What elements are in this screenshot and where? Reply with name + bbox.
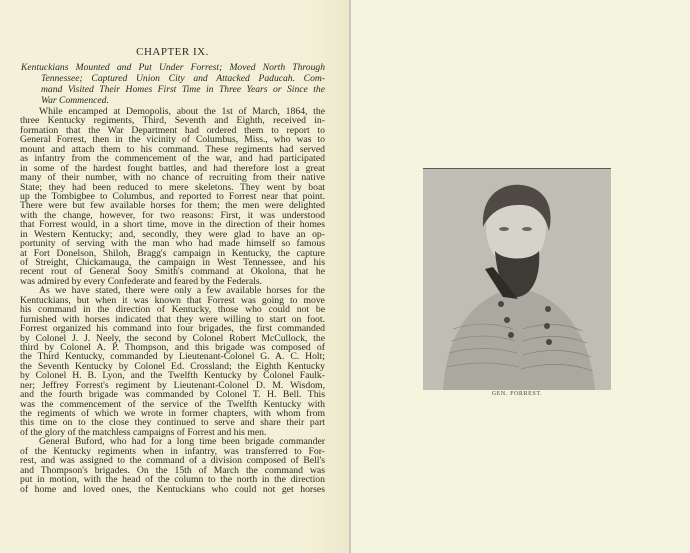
body-line: by Colonel J. J. Neely, the second by Colonel Robert McCullock, the: [20, 333, 325, 343]
body-line: While encamped at Demopolis, about the 1st of March, 1864, the: [39, 107, 325, 117]
body-line: Kentuckians, but when it was known that Forrest was going to move: [20, 295, 325, 306]
body-line: of the Kentucky regiments when in infantry, was transferred to For-: [20, 446, 325, 457]
subtitle-line: Kentuckians Mounted and Put Under Forrest; Moved North Through: [21, 62, 325, 73]
body-line: General Buford, who had for a long time been brigade commander: [39, 437, 325, 447]
chapter-heading: CHAPTER IX.: [136, 46, 209, 58]
chapter-subtitle: [21, 62, 325, 106]
body-line: that Forrest would, in a short time, move in the direction of their homes: [20, 220, 325, 230]
subtitle-line: War Commenced.: [41, 95, 109, 106]
body-line: at Fort Donelson, Shiloh, Bragg's campaign in Kentucky, the capture: [20, 248, 325, 258]
subtitle-line: mand Visited Their Homes First Time in Three Years or Since the: [41, 84, 325, 95]
body-line: the regiments of which we wrote in former chapters, with whom from: [20, 409, 325, 419]
body-line: Forrest organized his command into four brigades, the first commanded: [20, 324, 325, 334]
body-line: of home and loved ones, the Kentuckians who could not get horses: [20, 484, 325, 494]
body-line: There were but few available horses for them; the men were delighted: [20, 201, 325, 211]
body-line: three Kentucky regiments, Third, Seventh and Eighth, received in-: [20, 116, 325, 126]
body-text: [20, 107, 325, 494]
body-line: ner; Jeffrey Forrest's regiment by Lieutenant-Colonel D. M. Wisdom,: [20, 380, 325, 391]
body-line: and Thompson's brigades. On the 15th of March the command was: [20, 465, 325, 476]
body-line: was admired by every Confederate and feared by the Federals.: [20, 276, 263, 287]
body-line: in Western Kentucky; and, secondly, they were glad to have an op-: [20, 229, 325, 240]
body-line: up the Tombigbee to Columbus, and reported to Forrest near that point.: [20, 191, 325, 202]
body-line: of the glory of the matchless campaigns of Forrest and his men.: [20, 427, 267, 438]
body-line: this time on to the close they continued to serve and share their part: [20, 418, 325, 428]
body-line: the Third Kentucky, commanded by Lieutenant-Colonel G. A. C. Holt;: [20, 352, 325, 362]
body-line: by Colonel H. B. Lyon, and the Twelfth Kentucky by Colonel Faulk-: [20, 371, 325, 381]
body-line: mount and attach them to his command. These regiments had served: [20, 144, 325, 155]
body-line: put in motion, with the head of the column to the north in the direction: [20, 475, 325, 485]
body-line: of Streight, Chickamauga, the campaign in West Tennessee, and his: [20, 258, 325, 268]
body-line: rest, and was assigned to the command of a division composed of Bell's: [20, 456, 325, 466]
body-line: recent rout of General Sooy Smith's command at Okolona, that he: [20, 267, 325, 277]
body-line: formation that the War Department had ordered them to report to: [20, 125, 325, 136]
body-line: furnished with horses indicated that they were willing to start on foot.: [20, 314, 325, 325]
body-line: many of their number, with no chance of recruiting from their native: [20, 173, 325, 183]
body-line: General Forrest, then in the vicinity of Columbus, Miss., who was to: [20, 135, 325, 145]
body-line: was the commencement of the service of the Twelfth Kentucky with: [20, 399, 325, 409]
body-line: and the fourth brigade was commanded by Colonel T. H. Bell. This: [20, 390, 325, 400]
body-line: his command in the direction of Kentucky, those who could not be: [20, 305, 325, 315]
body-line: in some of the hardest fought battles, and had therefore lost a great: [20, 163, 325, 174]
body-line: portunity of serving with the man who had made himself so famous: [20, 239, 325, 249]
portrait-caption: GEN. FORREST.: [491, 391, 543, 397]
body-line: as infantry from the commencement of the war, and had participated: [20, 154, 325, 164]
body-line: the Seventh Kentucky by Colonel Ed. Crossland; the Eighth Kentucky: [20, 361, 325, 372]
body-line: third by Colonel A. P. Thompson, and this brigade was composed of: [20, 342, 325, 353]
body-line: As we have stated, there were only a few available horses for the: [39, 286, 325, 296]
body-line: with the change, however, for two reasons: First, it was understood: [20, 210, 325, 221]
portrait-engraving: [423, 168, 611, 390]
subtitle-line: Tennessee; Captured Union City and Attacked Paducah. Com-: [41, 73, 325, 84]
body-line: State; they had been reduced to mere skeletons. They went by boat: [20, 182, 325, 192]
